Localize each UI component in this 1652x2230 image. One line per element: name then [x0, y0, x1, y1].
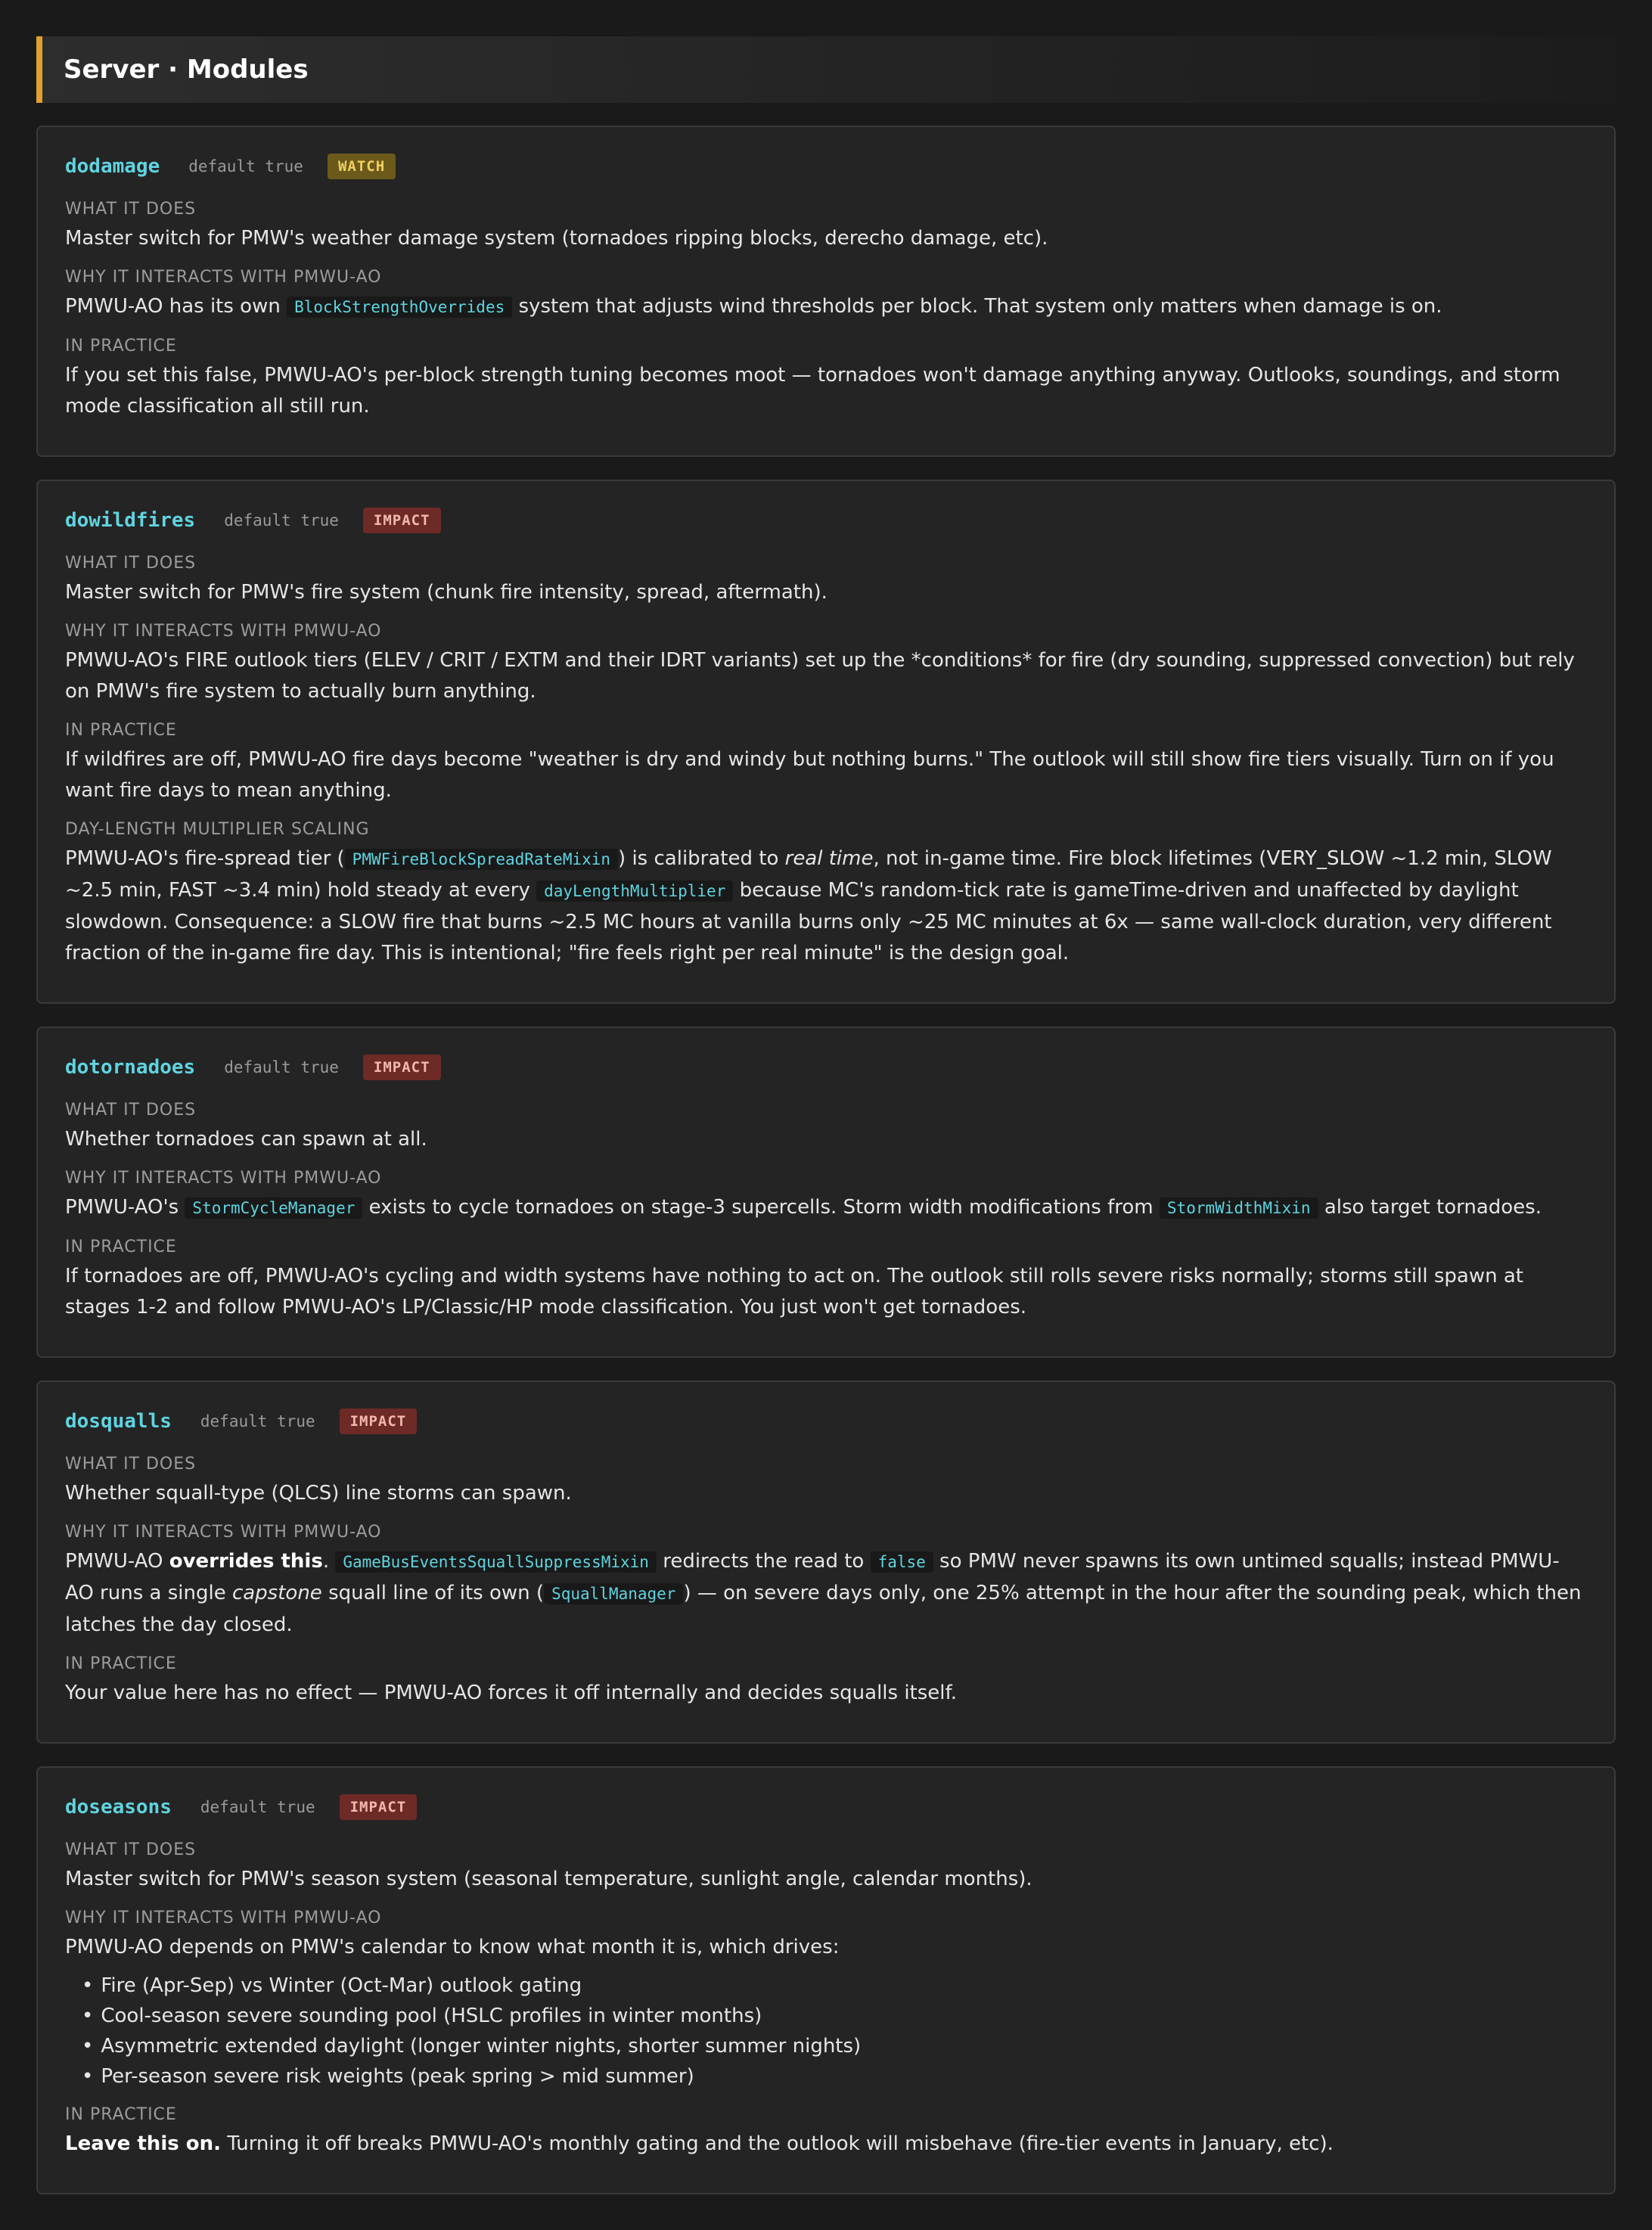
text-span: ) is calibrated to	[618, 847, 785, 870]
section-text-practice	[65, 2129, 1587, 2160]
module-name: dodamage	[65, 155, 160, 178]
status-badge: IMPACT	[340, 1409, 418, 1434]
module-default: default true	[200, 1798, 315, 1816]
section-label-daylength: DAY-LENGTH MULTIPLIER SCALING	[65, 820, 370, 839]
section-label-practice: IN PRACTICE	[65, 2105, 177, 2124]
list-item: • Cool-season severe sounding pool (HSLC profiles in winter months)	[82, 2001, 1587, 2031]
module-card-dowildfires	[36, 480, 1616, 1004]
section-text-why	[65, 1546, 1587, 1641]
section-label-why: WHY IT INTERACTS WITH PMWU-AO	[65, 268, 382, 287]
status-badge: IMPACT	[363, 1054, 441, 1080]
section-label-practice: IN PRACTICE	[65, 721, 177, 740]
module-name: dowildfires	[65, 509, 196, 532]
section-label-what: WHAT IT DOES	[65, 1101, 197, 1120]
text-span: Turning it off breaks PMWU-AO's monthly gating and the outlook will misbehave (fire-tier events in January, etc).	[221, 2132, 1334, 2155]
code-block-strength-overrides: BlockStrengthOverrides	[287, 297, 512, 318]
code-storm-width-mixin: StormWidthMixin	[1160, 1197, 1318, 1219]
section-text-why: PMWU-AO depends on PMW's calendar to know what month it is, which drives:	[65, 1936, 840, 1958]
text-span: PMWU-AO	[65, 1550, 169, 1573]
module-header	[65, 150, 1587, 183]
module-card-dodamage	[36, 126, 1616, 457]
module-header	[65, 1791, 1587, 1824]
text-span: exists to cycle tornadoes on stage-3 supercells. Storm width modifications from	[362, 1196, 1160, 1219]
text-span: , not in-game time. Fire block lifetimes (VERY_SLOW ~1.2 min, SLOW ~2.5 min, FAST ~3.4 min) hold steady at every	[65, 847, 1552, 902]
text-span: also target tornadoes.	[1318, 1196, 1542, 1219]
module-header	[65, 1051, 1587, 1084]
text-span: redirects the read to	[656, 1550, 871, 1573]
page-header	[36, 36, 1616, 103]
status-badge: IMPACT	[363, 508, 441, 533]
section-label-what: WHAT IT DOES	[65, 1840, 197, 1859]
bullet-list	[65, 1971, 1587, 2092]
list-item: • Per-season severe risk weights (peak spring > mid summer)	[82, 2061, 1587, 2092]
code-false: false	[871, 1551, 933, 1573]
module-name: dosqualls	[65, 1410, 172, 1433]
text-span: PMWU-AO has its own	[65, 295, 287, 318]
bold-text: Leave this on.	[65, 2132, 222, 2155]
emphasis-text: real time	[784, 847, 874, 870]
section-text-daylength	[65, 843, 1587, 969]
section-text-what: Master switch for PMW's season system (seasonal temperature, sunlight angle, calendar months).	[65, 1868, 1032, 1890]
module-name: doseasons	[65, 1796, 172, 1818]
code-storm-cycle-manager: StormCycleManager	[185, 1197, 362, 1219]
module-name: dotornadoes	[65, 1056, 196, 1079]
section-label-what: WHAT IT DOES	[65, 554, 197, 573]
page-title: Server · Modules	[64, 54, 309, 85]
text-span: ) — on severe days only, one 25% attempt in the hour after the sounding peak, which then latches the day closed.	[65, 1582, 1582, 1636]
module-card-doseasons	[36, 1766, 1616, 2194]
section-text-why: PMWU-AO's FIRE outlook tiers (ELEV / CRIT / EXTM and their IDRT variants) set up the *conditions* for fire (dry sounding, suppressed convection) but rely on PMW's fire system to actually burn anything.	[65, 649, 1575, 703]
section-label-what: WHAT IT DOES	[65, 1455, 197, 1474]
text-span: .	[322, 1550, 336, 1573]
section-text-practice: If you set this false, PMWU-AO's per-block strength tuning becomes moot — tornadoes won't damage anything anyway. Outlooks, soundings, and storm mode classification all still run.	[65, 364, 1560, 418]
section-label-practice: IN PRACTICE	[65, 1238, 177, 1256]
section-label-what: WHAT IT DOES	[65, 200, 197, 219]
text-span: system that adjusts wind thresholds per block. That system only matters when damage is on.	[512, 295, 1442, 318]
section-label-why: WHY IT INTERACTS WITH PMWU-AO	[65, 622, 382, 641]
text-span: squall line of its own (	[321, 1582, 545, 1604]
section-label-why: WHY IT INTERACTS WITH PMWU-AO	[65, 1909, 382, 1927]
module-card-dotornadoes	[36, 1026, 1616, 1358]
code-day-length-multiplier: dayLengthMultiplier	[536, 881, 733, 902]
code-fire-spread-mixin: PMWFireBlockSpreadRateMixin	[345, 849, 618, 870]
text-span: PMWU-AO's fire-spread tier (	[65, 847, 345, 870]
module-default: default true	[224, 1058, 339, 1076]
section-label-why: WHY IT INTERACTS WITH PMWU-AO	[65, 1169, 382, 1188]
section-text-why	[65, 1192, 1587, 1224]
list-item: • Fire (Apr-Sep) vs Winter (Oct-Mar) outlook gating	[82, 1971, 1587, 2001]
module-default: default true	[200, 1412, 315, 1430]
text-span: because MC's random-tick rate is gameTime-driven and unaffected by daylight slowdown. Consequence: a SLOW fire that burns ~2.5 MC hours at vanilla burns only ~25 MC minutes at 6x — same wall-clock duration, very different fraction of the in-game fire day. This is intentional; "fire feels right per real minute" is the design goal.	[65, 879, 1552, 964]
section-text-what: Whether squall-type (QLCS) line storms can spawn.	[65, 1482, 572, 1505]
section-label-practice: IN PRACTICE	[65, 1654, 177, 1673]
section-label-why: WHY IT INTERACTS WITH PMWU-AO	[65, 1523, 382, 1542]
section-text-what: Master switch for PMW's fire system (chunk fire intensity, spread, aftermath).	[65, 581, 828, 604]
module-default: default true	[224, 511, 339, 530]
emphasis-text: capstone	[231, 1582, 322, 1604]
code-squall-manager: SquallManager	[544, 1583, 683, 1604]
text-span: so PMW never spawns its own untimed squalls; instead PMWU-AO runs a single	[65, 1550, 1560, 1604]
text-span: PMWU-AO's	[65, 1196, 185, 1219]
section-label-practice: IN PRACTICE	[65, 337, 177, 356]
module-header	[65, 1405, 1587, 1438]
list-item: • Asymmetric extended daylight (longer winter nights, shorter summer nights)	[82, 2031, 1587, 2061]
section-text-practice: If wildfires are off, PMWU-AO fire days become "weather is dry and windy but nothing burns." The outlook will still show fire tiers visually. Turn on if you want fire days to mean anything.	[65, 748, 1554, 802]
section-text-why	[65, 291, 1587, 323]
section-text-what: Master switch for PMW's weather damage system (tornadoes ripping blocks, derecho damage, etc).	[65, 227, 1048, 250]
bold-text: overrides this	[169, 1550, 323, 1573]
status-badge: WATCH	[328, 154, 396, 179]
section-text-practice: If tornadoes are off, PMWU-AO's cycling and width systems have nothing to act on. The outlook still rolls severe risks normally; storms still spawn at stages 1-2 and follow PMWU-AO's LP/Classic/HP mode classification. You just won't get tornadoes.	[65, 1265, 1523, 1318]
module-card-dosqualls	[36, 1381, 1616, 1744]
section-text-practice: Your value here has no effect — PMWU-AO forces it off internally and decides squalls itself.	[65, 1682, 958, 1704]
section-text-what: Whether tornadoes can spawn at all.	[65, 1128, 427, 1151]
code-squall-suppress-mixin: GameBusEventsSquallSuppressMixin	[335, 1551, 657, 1573]
status-badge: IMPACT	[340, 1794, 418, 1820]
module-default: default true	[188, 157, 303, 175]
module-header	[65, 504, 1587, 537]
